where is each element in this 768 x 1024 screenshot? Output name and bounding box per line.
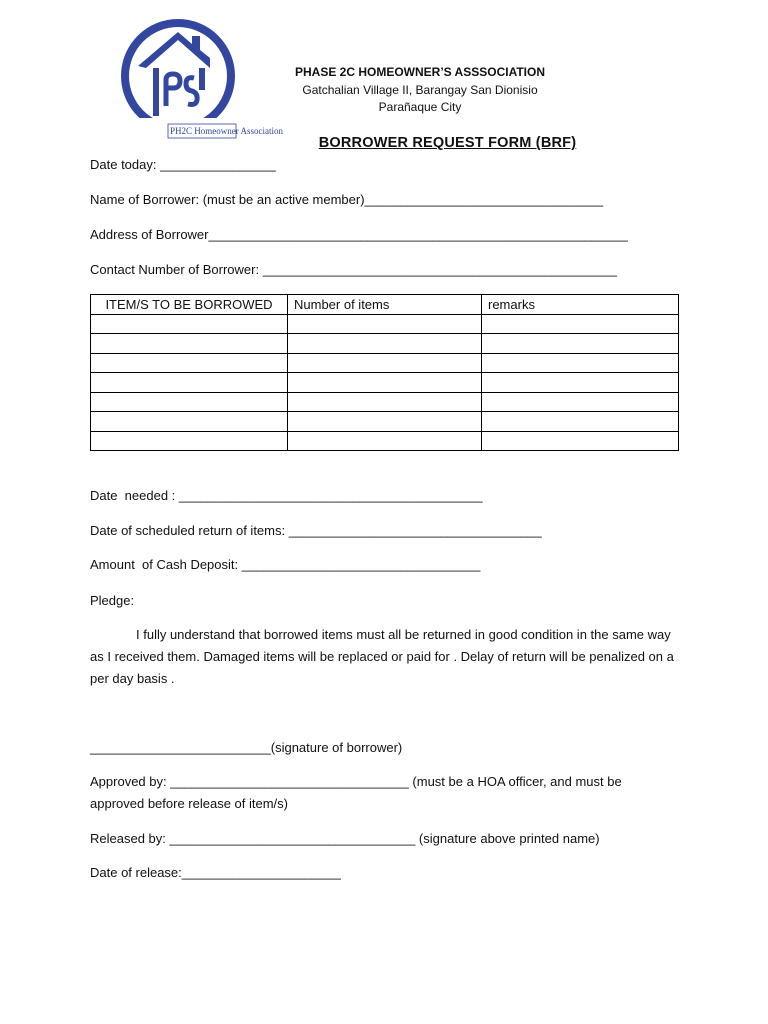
items-table [90,294,679,451]
table-cell[interactable] [482,412,679,432]
pledge-text: I fully understand that borrowed items must all be returned in good condition in the same way as I received them. Damaged items will be replaced or paid for . Delay of return will be penalized on a per day basis . [90,627,674,686]
table-cell[interactable] [91,314,288,334]
logo-text: PH2C Homeowner Association [170,126,283,136]
table-cell[interactable] [288,431,482,451]
table-row[interactable] [91,373,679,393]
column-header-number: Number of items [288,295,482,315]
table-cell[interactable] [91,392,288,412]
address-line-1: Gatchalian Village II, Barangay San Dionisio [302,83,538,97]
date-today-field[interactable]: Date today: ________________ [90,157,276,172]
contact-number-field[interactable]: Contact Number of Borrower: _________________________________________________ [90,262,617,277]
table-cell[interactable] [482,373,679,393]
borrower-address-field[interactable]: Address of Borrower__________________________________________________________ [90,227,628,242]
table-row[interactable] [91,431,679,451]
organization-name: PHASE 2C HOMEOWNER’S ASSSOCIATION [294,65,546,79]
table-row[interactable] [91,412,679,432]
form-title: BORROWER REQUEST FORM (BRF) [318,135,577,151]
column-header-remarks: remarks [482,295,679,315]
pledge-label: Pledge: [90,593,135,608]
table-cell[interactable] [288,334,482,354]
table-cell[interactable] [482,334,679,354]
borrower-name-field[interactable]: Name of Borrower: (must be an active member)_________________________________ [90,192,604,207]
approved-by-field[interactable]: Approved by: _________________________________ (must be a HOA officer, and must be [90,774,622,789]
approved-by-note: approved before release of item/s) [90,796,288,811]
released-by-field[interactable]: Released by: __________________________________ (signature above printed name) [90,831,600,846]
table-cell[interactable] [91,412,288,432]
return-date-field[interactable]: Date of scheduled return of items: ___________________________________ [90,523,542,538]
table-cell[interactable] [482,353,679,373]
cash-deposit-field[interactable]: Amount of Cash Deposit: _________________________________ [90,557,481,572]
table-cell[interactable] [288,373,482,393]
table-row[interactable] [91,353,679,373]
table-cell[interactable] [288,353,482,373]
table-cell[interactable] [482,431,679,451]
table-row[interactable] [91,334,679,354]
table-cell[interactable] [288,412,482,432]
table-cell[interactable] [482,392,679,412]
borrower-signature-field[interactable]: _________________________(signature of borrower) [90,740,403,755]
address-line-2: Parañaque City [378,100,462,114]
pledge-paragraph [90,624,680,690]
release-date-field[interactable]: Date of release:______________________ [90,865,341,880]
table-row[interactable] [91,392,679,412]
hoa-logo [118,18,283,140]
table-row[interactable] [91,314,679,334]
table-cell[interactable] [288,392,482,412]
table-cell[interactable] [288,314,482,334]
date-needed-field[interactable]: Date needed : __________________________________________ [90,488,483,503]
column-header-items: ITEM/S TO BE BORROWED [91,295,288,315]
table-cell[interactable] [91,353,288,373]
table-cell[interactable] [91,431,288,451]
table-cell[interactable] [482,314,679,334]
table-cell[interactable] [91,373,288,393]
table-header-row [91,295,679,315]
table-cell[interactable] [91,334,288,354]
